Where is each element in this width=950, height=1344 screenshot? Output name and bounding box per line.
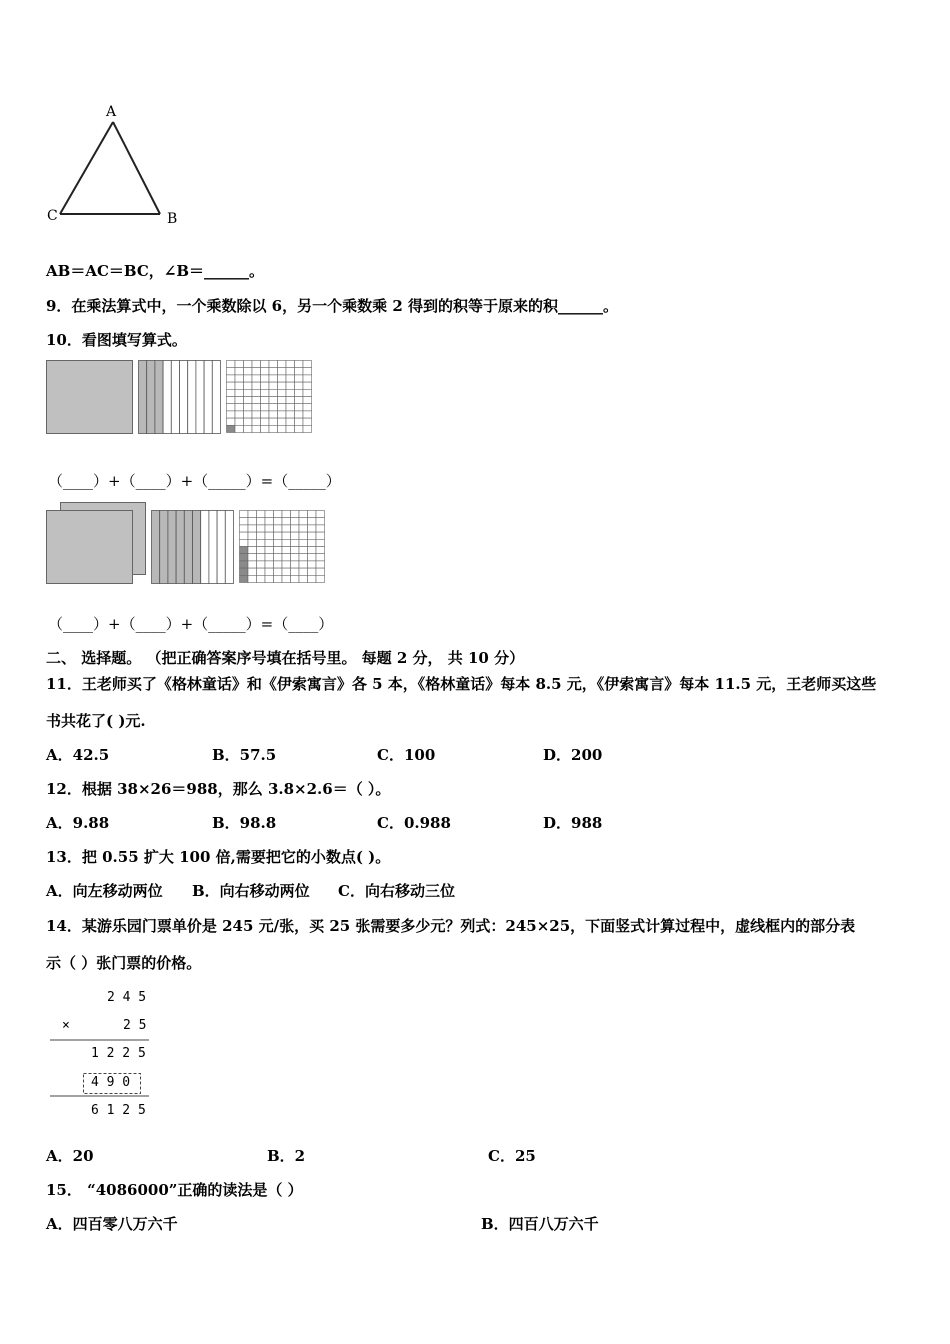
grid-cell [278,382,287,389]
grid-cell [303,368,312,375]
grid-cell [291,561,300,568]
q10-figure-1 [46,360,316,436]
grid-cell [235,411,244,418]
grid-cell [252,368,261,375]
grid-cell [286,382,295,389]
grid-cell [235,404,244,411]
grid-cell [257,532,266,539]
grid-cell [261,425,270,432]
grid-cell [308,568,317,575]
grid-cell [257,568,266,575]
grid-cell [261,397,270,404]
grid-cell [282,518,291,525]
grid-cell [244,397,253,404]
grid-cell [265,575,274,582]
grid-cell [235,418,244,425]
q12-stem: 12．根据 38×26＝988，那么 3.8×2.6＝（ ）。 [46,780,391,798]
grid-cell [269,361,278,368]
strip [225,511,233,584]
grid-cell [278,361,287,368]
grid-cell [278,411,287,418]
grid-cell [308,539,317,546]
grid-cell [265,554,274,561]
grid-cell [257,511,266,518]
grid-cell [316,554,325,561]
grid-cell [248,511,257,518]
grid-cell [274,539,283,546]
calc-partial-1: 1 2 2 5 [91,1046,146,1061]
grid-cell [316,532,325,539]
grid-cell [274,525,283,532]
grid-cell [261,404,270,411]
grid-cell [240,518,249,525]
q10-prompt: 10．看图填写算式。 [46,331,187,349]
grid-cell [295,389,304,396]
grid-cell [316,511,325,518]
grid-cell [303,375,312,382]
grid-cell [227,361,236,368]
grid-cell [299,561,308,568]
q13-option-a[interactable]: A．向左移动两位 [46,882,163,900]
grid-cell [299,539,308,546]
grid-cell [227,404,236,411]
strip [209,511,217,584]
calc-multiplicand: 2 4 5 [107,990,147,1005]
grid-cell [303,418,312,425]
q11-line1: 11．王老师买了《格林童话》和《伊索寓言》各 5 本，《格林童话》每本 8.5 元，《伊索寓言》每本 11.5 元，王老师买这些 [46,675,877,693]
grid-cell [261,368,270,375]
grid-cell [274,547,283,554]
grid-cell [282,532,291,539]
grid-cell [252,361,261,368]
grid-cell [286,397,295,404]
grid-cell [316,575,325,582]
grid-cell [274,532,283,539]
grid-cell [235,389,244,396]
grid-cell [248,554,257,561]
grid-cell [252,418,261,425]
grid-cell [286,425,295,432]
strip [147,361,155,434]
grid-cell [278,397,287,404]
grid-cell [265,518,274,525]
grid-cell [303,425,312,432]
strip [193,511,201,584]
q14-option-c[interactable]: C．25 [488,1147,536,1165]
grid-cell [265,568,274,575]
grid-cell [295,418,304,425]
grid-cell [244,418,253,425]
triangle-label-b: B [167,211,178,227]
calc-line-1 [50,1038,150,1042]
grid-cell [261,411,270,418]
strip [217,511,225,584]
grid-cell [261,361,270,368]
grid-cell [265,511,274,518]
grid-cell [244,375,253,382]
grid-cell [235,368,244,375]
strip [204,361,212,434]
grid-cell [308,518,317,525]
grid-cell [286,368,295,375]
grid-cell [299,575,308,582]
grid-cell [235,397,244,404]
q13-option-b[interactable]: B．向右移动两位 [192,882,310,900]
grid-cell [291,568,300,575]
grid-cell [286,411,295,418]
calc-multiplier: 2 5 [123,1018,147,1033]
grid-cell [227,418,236,425]
section-2-heading: 二、 选择题。 （把正确答案序号填在括号里。 每题 2 分， 共 10 分） [46,649,525,667]
grid-cell [244,404,253,411]
q12-option-d[interactable]: D．988 [543,814,603,832]
grid-cell [291,525,300,532]
grid-cell [248,568,257,575]
grid-cell [282,554,291,561]
q15-option-b[interactable]: B．四百八万六千 [481,1215,599,1233]
grid-cell [252,411,261,418]
grid-cell [303,389,312,396]
grid-cell [291,518,300,525]
calc-times-sign: × [62,1018,70,1033]
grid-cell [257,575,266,582]
grid-cell [240,511,249,518]
grid-cell [274,554,283,561]
grid-cell [295,375,304,382]
grid-cell [308,511,317,518]
grid-cell [244,382,253,389]
grid-cell [240,525,249,532]
grid-cell [244,411,253,418]
grid-cell [257,518,266,525]
grid-cell [240,547,249,554]
q11-option-d[interactable]: D．200 [543,746,603,764]
grid-cell [291,539,300,546]
grid-cell [252,382,261,389]
grid-cell [291,511,300,518]
grid-cell [240,561,249,568]
q14-option-a[interactable]: A．20 [46,1147,94,1165]
q15-stem: 15． “4086000”正确的读法是（ ） [46,1181,303,1199]
grid-cell [299,554,308,561]
grid-cell [227,411,236,418]
grid-cell [295,382,304,389]
grid-cell [240,554,249,561]
grid-cell [308,575,317,582]
grid-cell [303,404,312,411]
q13-stem: 13．把 0.55 扩大 100 倍,需要把它的小数点( )。 [46,848,391,866]
grid-cell [295,425,304,432]
grid-cell [269,404,278,411]
q10-row1-blanks: （____）+（____）+（_____）=（_____） [48,472,341,490]
grid-cell [299,532,308,539]
grid-cell [303,411,312,418]
strip [212,361,220,434]
grid-cell [257,554,266,561]
grid-cell [248,525,257,532]
grid-cell [261,418,270,425]
q10-row2-blanks: （____）+（____）+（_____）=（____） [48,615,334,633]
grid-cell [286,418,295,425]
q12-option-b[interactable]: B．98.8 [212,814,277,832]
triangle-label-a: A [106,104,117,120]
grid-cell [316,518,325,525]
grid-cell [282,575,291,582]
grid-cell [316,539,325,546]
q11-line2: 书共花了( )元. [46,712,146,730]
q13-option-c[interactable]: C．向右移动三位 [338,882,455,900]
grid-cell [240,575,249,582]
grid-cell [261,382,270,389]
grid-cell [257,525,266,532]
grid-cell [282,511,291,518]
grid-cell [274,575,283,582]
grid-cell [252,389,261,396]
grid-cell [269,411,278,418]
grid-cell [282,547,291,554]
grid-cell [295,397,304,404]
grid-cell [278,425,287,432]
grid-cell [316,547,325,554]
grid-cell [291,575,300,582]
grid-cell [278,404,287,411]
grid-cell [291,532,300,539]
grid-cell [265,561,274,568]
grid-cell [261,375,270,382]
grid-cell [248,575,257,582]
grid-cell [269,382,278,389]
grid-cell [316,561,325,568]
grid-cell [252,375,261,382]
grid-cell [308,547,317,554]
strip [201,511,209,584]
grid-cell [235,375,244,382]
grid-cell [274,568,283,575]
q15-option-a[interactable]: A．四百零八万六千 [46,1215,178,1233]
grid-cell [274,518,283,525]
strip [180,361,188,434]
grid-cell [227,425,236,432]
q14-option-b[interactable]: B．2 [267,1147,306,1165]
grid-cell [227,368,236,375]
grid-cell [252,404,261,411]
grid-cell [291,554,300,561]
grid-cell [269,397,278,404]
strip [155,361,163,434]
grid-cell [303,361,312,368]
grid-cell [269,425,278,432]
strip [188,361,196,434]
grid-cell [278,375,287,382]
grid-cell [227,389,236,396]
q12-option-a[interactable]: A．9.88 [46,814,110,832]
grid-cell [278,418,287,425]
calc-result: 6 1 2 5 [91,1103,146,1118]
grid-cell [295,404,304,411]
q11-option-b[interactable]: B．57.5 [212,746,277,764]
grid-cell [282,525,291,532]
grid-cell [303,382,312,389]
grid-cell [286,375,295,382]
strip [139,361,147,434]
grid-cell [316,568,325,575]
grid-cell [291,547,300,554]
grid-cell [286,389,295,396]
grid-cell [244,389,253,396]
grid-cell [248,547,257,554]
grid-cell [227,397,236,404]
grid-cell [248,518,257,525]
grid-cell [274,511,283,518]
grid-cell [248,532,257,539]
grid-cell [286,404,295,411]
q8-tail: AB＝AC＝BC，∠B＝______。 [46,262,265,280]
grid-cell [295,411,304,418]
strip [160,511,168,584]
grid-cell [282,539,291,546]
grid-cell [265,539,274,546]
grid-cell [295,368,304,375]
grid-cell [278,368,287,375]
grid-cell [286,361,295,368]
grid-cell [252,425,261,432]
grid-cell [244,425,253,432]
grid-cell [265,525,274,532]
strip [168,511,176,584]
calc-line-2 [50,1094,150,1098]
grid-cell [282,561,291,568]
grid-cell [299,518,308,525]
grid-cell [299,511,308,518]
grid-cell [274,561,283,568]
grid-cell [308,525,317,532]
grid-cell [269,375,278,382]
grid-cell [235,425,244,432]
grid-cell [227,382,236,389]
grid-cell [257,561,266,568]
q10-figure-2 [46,502,331,586]
grid-cell [240,568,249,575]
grid-cell [308,532,317,539]
grid-cell [227,375,236,382]
grid-cell [265,532,274,539]
strip [152,511,160,584]
grid-cell [240,539,249,546]
grid-cell [248,539,257,546]
q12-option-c[interactable]: C．0.988 [377,814,451,832]
grid-cell [269,389,278,396]
grid-cell [261,389,270,396]
strip [196,361,204,434]
grid-cell [235,361,244,368]
q14-line2: 示（ ）张门票的价格。 [46,954,202,972]
grid-cell [299,568,308,575]
grid-cell [303,397,312,404]
strip [163,361,171,434]
grid-cell [257,547,266,554]
grid-cell [316,525,325,532]
strip [176,511,184,584]
grid-cell [240,532,249,539]
grid-cell [299,525,308,532]
grid-cell [248,561,257,568]
grid-cell [295,361,304,368]
q11-option-a[interactable]: A．42.5 [46,746,110,764]
grid-cell [244,368,253,375]
grid-cell [269,368,278,375]
q14-line1: 14．某游乐园门票单价是 245 元/张，买 25 张需要多少元？列式：245×25，下面竖式计算过程中，虚线框内的部分表 [46,917,856,935]
grid-cell [244,361,253,368]
grid-cell [265,547,274,554]
grid-cell [269,418,278,425]
strip [184,511,192,584]
triangle-label-c: C [47,208,58,224]
grid-cell [252,397,261,404]
grid-cell [257,539,266,546]
grid-cell [235,382,244,389]
grid-cell [278,389,287,396]
grid-cell [308,554,317,561]
strip [171,361,179,434]
grid-cell [282,568,291,575]
q9-text: 9．在乘法算式中，一个乘数除以 6，另一个乘数乘 2 得到的积等于原来的积______。 [46,297,618,315]
grid-cell [299,547,308,554]
calc-partial-2: 4 9 0 [91,1075,131,1090]
grid-cell [308,561,317,568]
q11-option-c[interactable]: C．100 [377,746,436,764]
